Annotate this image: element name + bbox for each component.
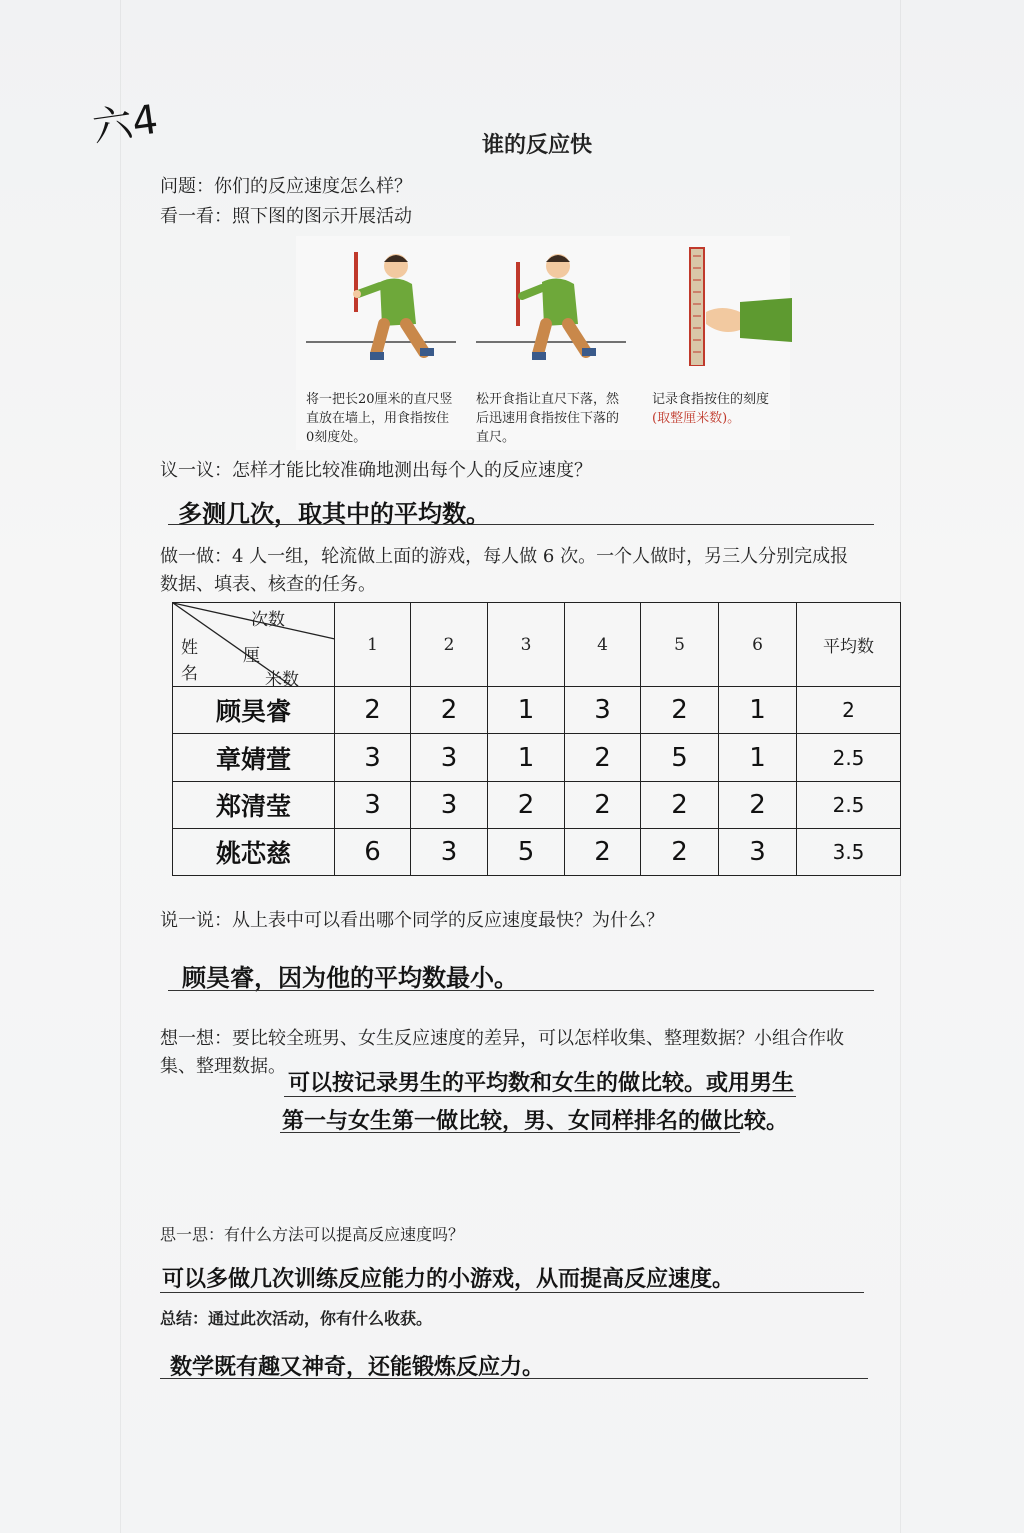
- cell-value: 1: [488, 687, 565, 734]
- cell-value: 1: [719, 687, 797, 734]
- think-prompt-line2: 集、整理数据。: [160, 1056, 286, 1077]
- row-name: 郑清莹: [173, 781, 335, 828]
- step1-caption: 将一把长20厘米的直尺竖直放在墙上，用食指按住0刻度处。: [306, 392, 453, 445]
- column-header: 2: [411, 603, 488, 687]
- cell-value: 3: [411, 781, 488, 828]
- cell-value: 2: [565, 828, 641, 875]
- corner-label-count: 次数: [251, 610, 285, 630]
- cell-value: 1: [488, 734, 565, 781]
- column-header-average: 平均数: [797, 603, 901, 687]
- question-text: 问题：你们的反应速度怎么样？: [160, 176, 412, 197]
- discuss-prompt: 议一议：怎样才能比较准确地测出每个人的反应速度？: [160, 460, 592, 481]
- column-header: 1: [335, 603, 411, 687]
- table-row: [173, 781, 901, 828]
- column-header: 6: [719, 603, 797, 687]
- cell-average: 2.5: [797, 781, 901, 828]
- activity-illustration: [296, 236, 790, 450]
- row-name: 章婧萱: [173, 734, 335, 781]
- cell-average: 3.5: [797, 828, 901, 875]
- answer-underline: [160, 1292, 864, 1293]
- reaction-data-table: [172, 602, 901, 876]
- discuss-answer: 多测几次，取其中的平均数。: [178, 500, 490, 528]
- step3-ruler-hand-icon: [682, 246, 792, 366]
- cell-value: 3: [565, 687, 641, 734]
- corner-label-mishu: 米数: [265, 670, 299, 690]
- think-answer-line2: 第一与女生第一做比较，男、女同样排名的做比较。: [282, 1109, 789, 1134]
- cell-average: 2.5: [797, 734, 901, 781]
- corner-label-ming: 名: [181, 664, 198, 684]
- cell-value: 2: [641, 828, 719, 875]
- fold-line: [120, 0, 121, 1533]
- answer-underline: [168, 990, 874, 991]
- cell-value: 3: [335, 734, 411, 781]
- step3-caption-main: 记录食指按住的刻度: [652, 392, 770, 407]
- cell-value: 5: [641, 734, 719, 781]
- column-header: 4: [565, 603, 641, 687]
- answer-underline: [160, 1378, 868, 1379]
- cell-value: 3: [719, 828, 797, 875]
- cell-value: 1: [719, 734, 797, 781]
- table-row: [173, 687, 901, 734]
- page-title: 谁的反应快: [482, 133, 593, 158]
- column-header: 5: [641, 603, 719, 687]
- table-corner-cell: [173, 603, 335, 690]
- cell-value: 6: [335, 828, 411, 875]
- corner-label-li: 厘: [243, 646, 260, 666]
- reflect-answer: 可以多做几次训练反应能力的小游戏，从而提高反应速度。: [162, 1267, 735, 1292]
- reflect-prompt: 思一思：有什么方法可以提高反应速度吗？: [160, 1225, 465, 1244]
- think-prompt-line1: 想一想：要比较全班男、女生反应速度的差异，可以怎样收集、整理数据？小组合作收: [160, 1028, 844, 1049]
- row-name: 姚芯慈: [173, 828, 335, 875]
- summary-answer: 数学既有趣又神奇，还能锻炼反应力。: [170, 1355, 545, 1380]
- look-text: 看一看：照下图的图示开展活动: [160, 206, 412, 227]
- step3-caption-note: (取整厘米数)。: [652, 411, 741, 426]
- cell-average: 2: [797, 687, 901, 734]
- do-prompt-line1: 做一做：4 人一组，轮流做上面的游戏，每人做 6 次。一个人做时，另三人分别完成报: [160, 546, 849, 567]
- think-answer-line1: 可以按记录男生的平均数和女生的做比较。或用男生: [288, 1071, 795, 1096]
- cell-value: 2: [641, 781, 719, 828]
- step1-figure-icon: [306, 244, 456, 364]
- cell-value: 3: [335, 781, 411, 828]
- cell-value: 2: [488, 781, 565, 828]
- step2-caption: 松开食指让直尺下落，然后迅速用食指按住下落的直尺。: [476, 392, 620, 445]
- cell-value: 3: [411, 734, 488, 781]
- do-prompt-line2: 数据、填表、核查的任务。: [160, 574, 376, 595]
- table-row: [173, 734, 901, 781]
- cell-value: 2: [411, 687, 488, 734]
- cell-value: 5: [488, 828, 565, 875]
- step3-caption: [652, 390, 792, 428]
- row-name: 顾昊睿: [173, 687, 335, 734]
- say-answer: 顾昊睿，因为他的平均数最小。: [182, 964, 518, 992]
- say-prompt: 说一说：从上表中可以看出哪个同学的反应速度最快？为什么？: [160, 910, 664, 931]
- corner-label-xing: 姓: [181, 638, 198, 658]
- corner-mark: 六4: [89, 96, 161, 152]
- step2-figure-icon: [476, 244, 626, 364]
- cell-value: 2: [565, 781, 641, 828]
- cell-value: 2: [335, 687, 411, 734]
- answer-underline: [284, 1096, 796, 1097]
- cell-value: 2: [565, 734, 641, 781]
- answer-underline: [280, 1132, 740, 1133]
- column-header: 3: [488, 603, 565, 687]
- answer-underline: [168, 524, 874, 525]
- summary-prompt: 总结：通过此次活动，你有什么收获。: [160, 1309, 433, 1328]
- cell-value: 2: [719, 781, 797, 828]
- table-row: [173, 828, 901, 875]
- cell-value: 2: [641, 687, 719, 734]
- cell-value: 3: [411, 828, 488, 875]
